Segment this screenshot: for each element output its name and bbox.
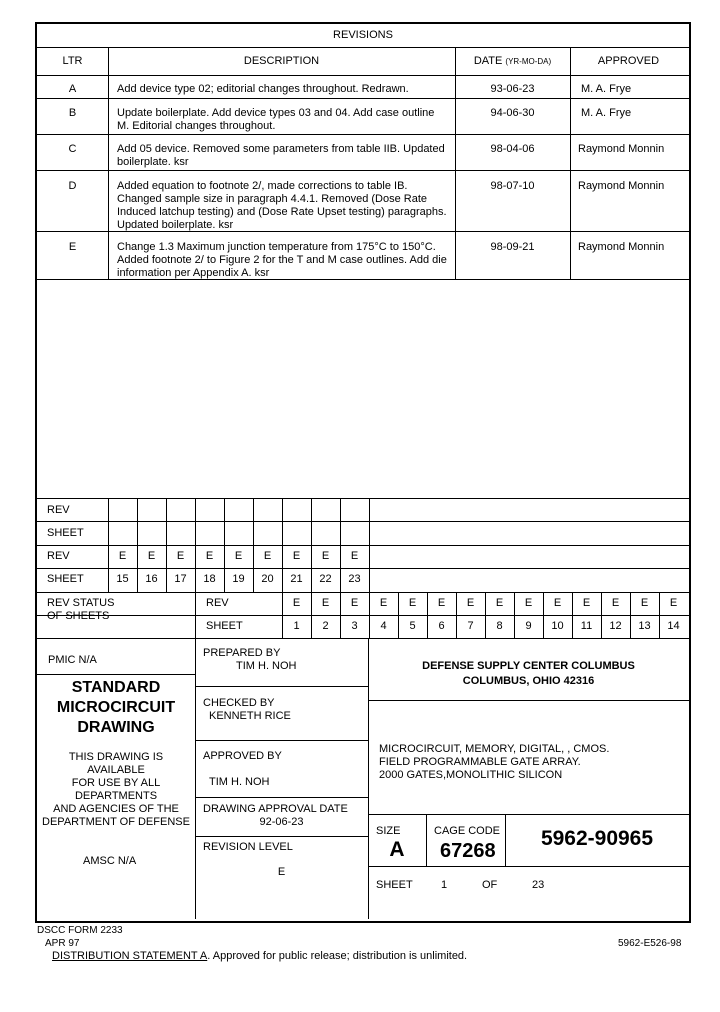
sheet-number: 1 — [441, 879, 448, 891]
upper-rev-cell: E — [176, 550, 185, 562]
device-desc-1: MICROCIRCUIT, MEMORY, DIGITAL, , CMOS. — [379, 743, 610, 755]
prepared-by-label: PREPARED BY — [203, 647, 281, 659]
rev-row-e-desc-2: Added footnote 2/ to Figure 2 for the T and M case outlines. Add die — [117, 254, 447, 266]
sheet-label: SHEET — [376, 879, 413, 891]
rev-row-a-ltr: A — [68, 83, 77, 95]
upper-sheet-cell: 21 — [290, 573, 303, 585]
rev-row-e-desc-1: Change 1.3 Maximum junction temperature from 175°C to 150°C. — [117, 241, 436, 253]
rev-row-c-ltr: C — [68, 143, 77, 155]
rev-row-e-approved: Raymond Monnin — [578, 241, 665, 253]
rev-row-d-date: 98-07-10 — [490, 180, 535, 192]
approval-date: 92-06-23 — [259, 816, 304, 828]
upper-sheet-cell: 18 — [203, 573, 216, 585]
standard-title-3: DRAWING — [77, 719, 155, 736]
standard-title-2: MICROCIRCUIT — [56, 699, 176, 716]
prepared-by-name: TIM H. NOH — [236, 660, 297, 672]
agency-name: DEFENSE SUPPLY CENTER COLUMBUS — [422, 660, 635, 672]
lower-sheet-cell: 8 — [496, 620, 503, 632]
lower-rev-cell: E — [524, 597, 533, 609]
upper-rev-cell: E — [205, 550, 214, 562]
approved-header: APPROVED — [597, 55, 660, 67]
of-sheets-label: OF SHEETS — [47, 610, 110, 622]
ltr-header: LTR — [62, 55, 83, 67]
checked-by-name: KENNETH RICE — [209, 710, 291, 722]
pmic-label: PMIC N/A — [48, 654, 97, 666]
distribution-statement — [52, 950, 467, 963]
lower-rev-cell: E — [379, 597, 388, 609]
form-number: DSCC FORM 2233 — [37, 925, 123, 936]
agency-address: COLUMBUS, OHIO 42316 — [462, 675, 595, 687]
upper-sheet-cell: 23 — [348, 573, 361, 585]
upper-sheet-cell: 15 — [116, 573, 129, 585]
rev-row-e-date: 98-09-21 — [490, 241, 535, 253]
lower-rev-cell: E — [292, 597, 301, 609]
amsc-label: AMSC N/A — [83, 855, 137, 867]
distribution-text: . Approved for public release; distribution is unlimited. — [207, 950, 468, 962]
lower-sheet-cell: 1 — [293, 620, 300, 632]
rev-row-b-date: 94-06-30 — [490, 107, 535, 119]
upper-sheet-cell: 20 — [261, 573, 274, 585]
lower-sheet-cell: 3 — [351, 620, 358, 632]
lower-rev-cell: E — [611, 597, 620, 609]
rev-row-c-approved: Raymond Monnin — [578, 143, 665, 155]
approval-date-label: DRAWING APPROVAL DATE — [203, 803, 348, 815]
document-number: 5962-90965 — [540, 827, 654, 850]
rev-row-b-ltr: B — [68, 107, 77, 119]
upper-rev-cell: E — [292, 550, 301, 562]
document-code: 5962-E526-98 — [618, 938, 682, 949]
lower-sheet-cell: 11 — [580, 620, 593, 632]
rev-row-d-desc-2: Changed sample size in paragraph 4.4.1. Removed (Dose Rate — [117, 193, 428, 205]
rev-status-label: REV STATUS — [47, 597, 115, 609]
rev-row-c-desc-2: boilerplate. ksr — [117, 156, 189, 168]
rev-row-e-desc-3: information per Appendix A. ksr — [117, 267, 270, 279]
distribution-label: DISTRIBUTION STATEMENT A — [52, 950, 208, 962]
sheet-label-1: SHEET — [47, 527, 84, 539]
upper-sheet-cell: 17 — [174, 573, 187, 585]
rev-row-d-desc-3: Induced latchup testing) and (Dose Rate Upset testing) paragraphs. — [117, 206, 447, 218]
rev-row-b-desc-2: M. Editorial changes throughout. — [117, 120, 276, 132]
lower-sheet-cell: 9 — [525, 620, 532, 632]
lower-sheet-cell: 12 — [609, 620, 622, 632]
size-label: SIZE — [376, 825, 401, 837]
device-desc-2: FIELD PROGRAMMABLE GATE ARRAY. — [379, 756, 581, 768]
rev-row-e-ltr: E — [68, 241, 77, 253]
rev-label-2: REV — [47, 550, 70, 562]
rev-row-c-date: 98-04-06 — [490, 143, 535, 155]
lower-sheet-cell: 10 — [551, 620, 564, 632]
sheet-label-2: SHEET — [47, 573, 84, 585]
lower-rev-cell: E — [669, 597, 678, 609]
upper-rev-cell: E — [321, 550, 330, 562]
standard-title-1: STANDARD — [71, 679, 161, 696]
upper-rev-cell: E — [147, 550, 156, 562]
sheet-label-lower: SHEET — [206, 620, 243, 632]
upper-rev-cell: E — [118, 550, 127, 562]
approved-by-label: APPROVED BY — [203, 750, 282, 762]
rev-row-a-approved: M. A. Frye — [581, 83, 632, 95]
availability-1: THIS DRAWING IS — [68, 751, 164, 763]
rev-row-d-desc-1: Added equation to footnote 2/, made corrections to table IB. — [117, 180, 408, 192]
availability-3: FOR USE BY ALL — [71, 777, 161, 789]
approved-by-name: TIM H. NOH — [209, 776, 270, 788]
lower-sheet-cell: 6 — [438, 620, 445, 632]
lower-sheet-cell: 7 — [467, 620, 474, 632]
sheet-total: 23 — [532, 879, 545, 891]
lower-sheet-cell: 5 — [409, 620, 416, 632]
rev-row-d-ltr: D — [68, 180, 77, 192]
lower-rev-cell: E — [582, 597, 591, 609]
revision-level-label: REVISION LEVEL — [203, 841, 293, 853]
rev-label-lower: REV — [206, 597, 229, 609]
availability-5: AND AGENCIES OF THE — [53, 803, 179, 815]
form-date: APR 97 — [45, 938, 80, 949]
lower-rev-cell: E — [553, 597, 562, 609]
lower-sheet-cell: 14 — [667, 620, 680, 632]
lower-rev-cell: E — [350, 597, 359, 609]
cage-code-label: CAGE CODE — [434, 825, 501, 837]
rev-row-d-approved: Raymond Monnin — [578, 180, 665, 192]
lower-rev-cell: E — [640, 597, 649, 609]
checked-by-label: CHECKED BY — [203, 697, 275, 709]
rev-row-c-desc-1: Add 05 device. Removed some parameters from table IIB. Updated — [117, 143, 445, 155]
lower-rev-cell: E — [495, 597, 504, 609]
availability-6: DEPARTMENT OF DEFENSE — [42, 816, 190, 828]
cage-code-value: 67268 — [440, 840, 496, 862]
upper-rev-cell: E — [234, 550, 243, 562]
lower-rev-cell: E — [321, 597, 330, 609]
upper-sheet-cell: 22 — [319, 573, 332, 585]
lower-rev-cell: E — [437, 597, 446, 609]
rev-row-a-date: 93-06-23 — [490, 83, 535, 95]
date-header: DATE (YR-MO-DA) — [473, 55, 552, 67]
rev-row-d-desc-4: Updated boilerplate. ksr — [117, 219, 234, 231]
availability-4: DEPARTMENTS — [74, 790, 158, 802]
rev-label-1: REV — [47, 504, 70, 516]
lower-sheet-cell: 2 — [322, 620, 329, 632]
size-value: A — [389, 838, 405, 861]
upper-rev-cell: E — [350, 550, 359, 562]
availability-2: AVAILABLE — [87, 764, 145, 776]
revisions-title: REVISIONS — [333, 29, 393, 41]
upper-sheet-cell: 19 — [232, 573, 245, 585]
revision-level: E — [277, 866, 286, 878]
rev-row-b-approved: M. A. Frye — [581, 107, 632, 119]
upper-rev-cell: E — [263, 550, 272, 562]
lower-rev-cell: E — [408, 597, 417, 609]
lower-sheet-cell: 4 — [380, 620, 387, 632]
rev-row-a-desc: Add device type 02; editorial changes throughout. Redrawn. — [117, 83, 409, 95]
upper-sheet-cell: 16 — [145, 573, 158, 585]
lower-rev-cell: E — [466, 597, 475, 609]
device-desc-3: 2000 GATES,MONOLITHIC SILICON — [379, 769, 563, 781]
lower-sheet-cell: 13 — [638, 620, 651, 632]
description-header: DESCRIPTION — [243, 55, 320, 67]
rev-row-b-desc-1: Update boilerplate. Add device types 03 and 04. Add case outline — [117, 107, 435, 119]
of-label: OF — [482, 879, 498, 891]
